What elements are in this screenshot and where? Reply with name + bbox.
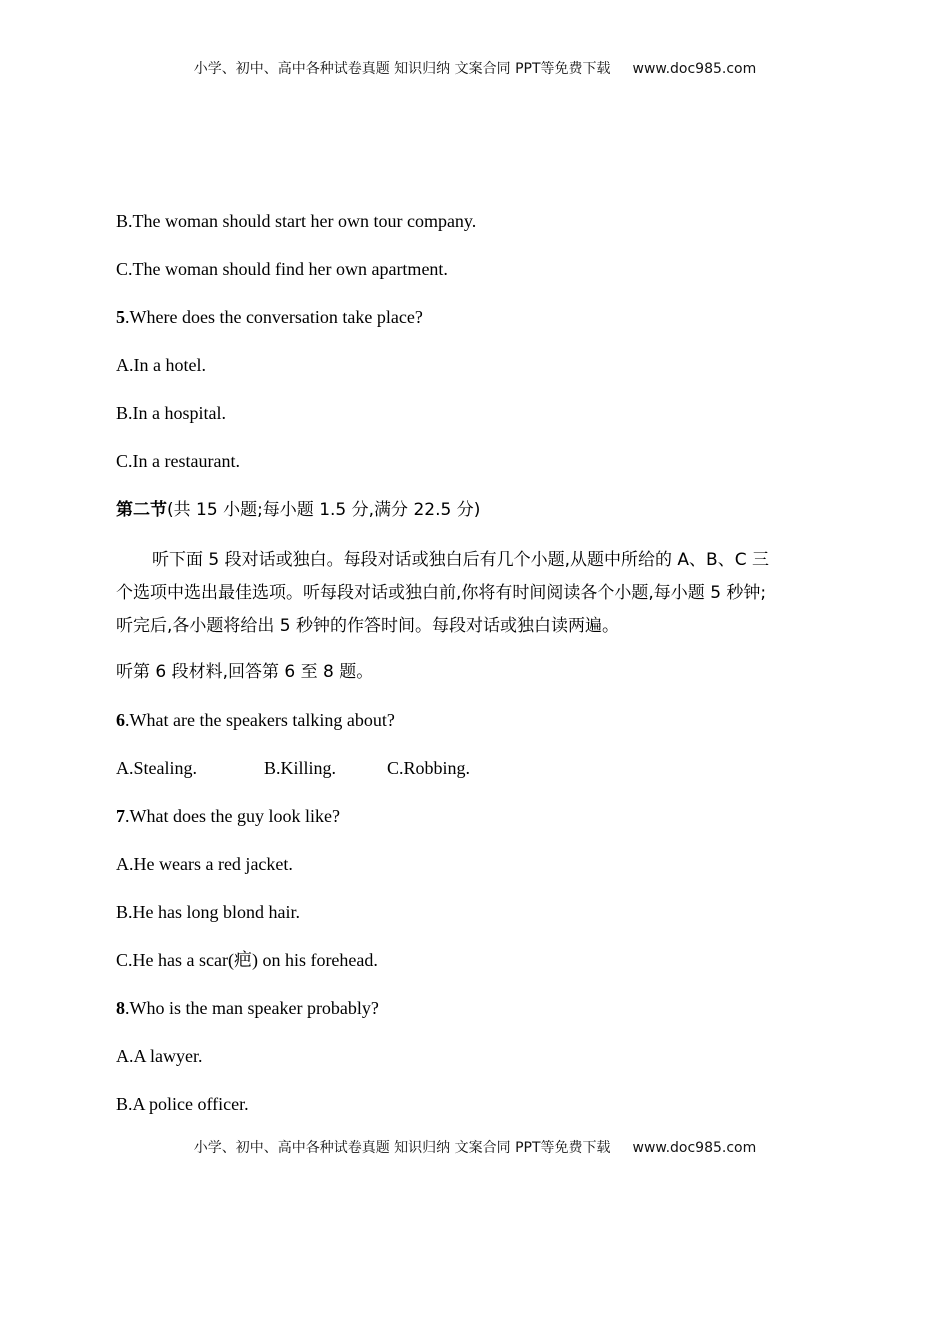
q6-option-c: C.Robbing. <box>387 758 471 778</box>
header-url[interactable]: www.doc985.com <box>632 61 757 77</box>
q7-number: 7 <box>116 806 125 826</box>
section2-info: (共 15 小题;每小题 1.5 分,满分 22.5 分) <box>167 500 481 520</box>
q6-text: .What are the speakers talking about? <box>125 710 395 730</box>
material-note: 听第 6 段材料,回答第 6 至 8 题。 <box>116 662 374 682</box>
q7-question <box>116 805 340 827</box>
q7-option-a: A.He wears a red jacket. <box>116 854 293 874</box>
section2-title: 第二节 <box>116 500 167 520</box>
footer-text: 小学、初中、高中各种试卷真题 知识归纳 文案合同 PPT等免费下载 <box>193 1140 611 1156</box>
q7-text: .What does the guy look like? <box>125 806 340 826</box>
q8-option-a: A.A lawyer. <box>116 1046 203 1066</box>
q5-question <box>116 306 423 328</box>
q6-option-b: B.Killing. <box>264 758 337 778</box>
q5-number: 5 <box>116 307 125 327</box>
q6-question <box>116 709 395 731</box>
q5-text: .Where does the conversation take place? <box>125 307 423 327</box>
q6-option-a: A.Stealing. <box>116 758 197 778</box>
page-footer <box>0 1137 950 1157</box>
q4-option-c: C.The woman should find her own apartment. <box>116 259 448 279</box>
q5-option-c: C.In a restaurant. <box>116 451 240 471</box>
q7-option-b: B.He has long blond hair. <box>116 902 300 922</box>
page-header <box>0 58 950 78</box>
instructions-line-2: 个选项中选出最佳选项。听每段对话或独白前,你将有时间阅读各个小题,每小题 5 秒钟; <box>116 583 767 603</box>
q8-number: 8 <box>116 998 125 1018</box>
q6-options <box>116 757 470 779</box>
q5-option-b: B.In a hospital. <box>116 403 226 423</box>
q6-number: 6 <box>116 710 125 730</box>
section2-instructions <box>116 544 846 643</box>
q8-text: .Who is the man speaker probably? <box>125 998 379 1018</box>
q4-option-b: B.The woman should start her own tour company. <box>116 211 477 231</box>
section2-heading <box>116 499 480 521</box>
instructions-line-3: 听完后,各小题将给出 5 秒钟的作答时间。每段对话或独白读两遍。 <box>116 616 620 636</box>
instructions-line-1: 听下面 5 段对话或独白。每段对话或独白后有几个小题,从题中所给的 A、B、C 三 <box>152 550 769 570</box>
footer-url[interactable]: www.doc985.com <box>632 1140 757 1156</box>
q7-option-c: C.He has a scar(疤) on his forehead. <box>116 950 378 970</box>
q8-option-b: B.A police officer. <box>116 1094 249 1114</box>
q5-option-a: A.In a hotel. <box>116 355 206 375</box>
q8-question <box>116 997 379 1019</box>
header-text: 小学、初中、高中各种试卷真题 知识归纳 文案合同 PPT等免费下载 <box>193 61 611 77</box>
